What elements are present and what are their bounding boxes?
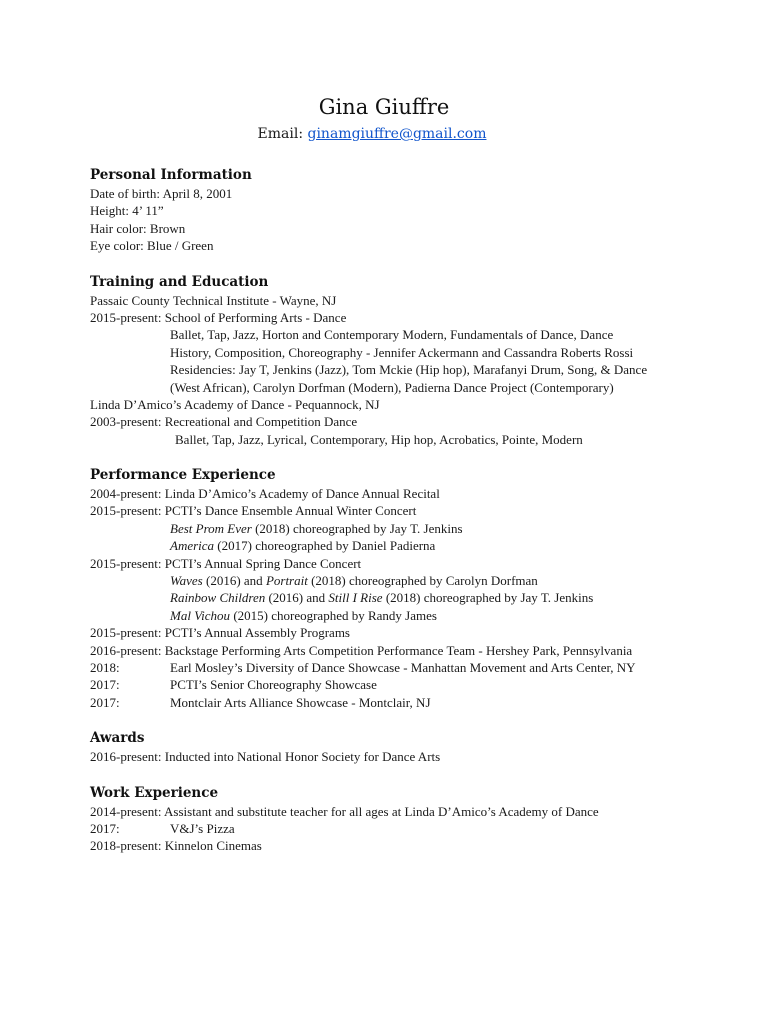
performance-row bbox=[90, 694, 750, 711]
piece-row bbox=[90, 572, 750, 589]
program-name: Recreational and Competition Dance bbox=[164, 414, 358, 430]
performance-text: Earl Mosley’s Diversity of Dance Showcase - Manhattan Movement and Arts Center, NY bbox=[170, 659, 636, 675]
piece-credit: (2018) choreographed by Jay T. Jenkins bbox=[382, 590, 594, 606]
performance-experience-section bbox=[90, 465, 750, 711]
performance-text: PCTI’s Annual Assembly Programs bbox=[164, 625, 350, 641]
piece-connector: (2016) and bbox=[202, 573, 266, 589]
piece-title: Portrait bbox=[265, 573, 308, 589]
performance-text: Montclair Arts Alliance Showcase - Montclair, NJ bbox=[170, 694, 431, 710]
program-name: School of Performing Arts - Dance bbox=[164, 309, 347, 325]
award-date: 2016-present: bbox=[90, 749, 165, 765]
piece-title: Rainbow Children bbox=[170, 590, 266, 606]
piece-row bbox=[90, 520, 750, 537]
resume-body bbox=[90, 165, 750, 872]
piece-credit: (2017) choreographed by Daniel Padierna bbox=[214, 538, 436, 554]
work-text: Assistant and substitute teacher for all ages at Linda D’Amico’s Academy of Dance bbox=[164, 803, 599, 819]
piece-title: Waves bbox=[170, 573, 203, 589]
program-detail: Ballet, Tap, Jazz, Horton and Contemporary Modern, Fundamentals of Dance, Dance bbox=[170, 327, 614, 343]
piece-credit: (2015) choreographed by Randy James bbox=[230, 607, 437, 623]
performance-text: PCTI’s Senior Choreography Showcase bbox=[170, 677, 377, 693]
date-of-birth: Date of birth: April 8, 2001 bbox=[90, 186, 233, 201]
performance-text: Linda D’Amico’s Academy of Dance Annual Recital bbox=[164, 486, 440, 502]
piece-row bbox=[90, 607, 750, 624]
work-date: 2014-present: bbox=[90, 803, 165, 819]
performance-date: 2015-present: bbox=[90, 625, 165, 641]
hair-color: Hair color: Brown bbox=[90, 220, 186, 236]
work-row bbox=[90, 820, 750, 837]
work-row bbox=[90, 837, 750, 854]
program-row bbox=[90, 309, 750, 326]
piece-credit: (2018) choreographed by Jay T. Jenkins bbox=[251, 520, 463, 536]
email-label: Email: bbox=[257, 126, 308, 142]
program-detail: Ballet, Tap, Jazz, Lyrical, Contemporary, Hip hop, Acrobatics, Pointe, Modern bbox=[175, 431, 583, 447]
personal-information-section bbox=[90, 165, 750, 255]
piece-title: Best Prom Ever bbox=[170, 520, 252, 536]
program-detail: Residencies: Jay T, Jenkins (Jazz), Tom Mckie (Hip hop), Marafanyi Drum, Song, & Dance bbox=[170, 362, 648, 378]
performance-date: 2018: bbox=[90, 659, 120, 675]
section-heading: Work Experience bbox=[90, 784, 219, 801]
school-name: Passaic County Technical Institute - Wayne, NJ bbox=[90, 292, 337, 308]
work-date: 2018-present: bbox=[90, 838, 165, 854]
piece-title: America bbox=[170, 538, 215, 554]
performance-text: PCTI’s Dance Ensemble Annual Winter Concert bbox=[164, 503, 417, 519]
performance-date: 2015-present: bbox=[90, 503, 165, 519]
performance-text: Backstage Performing Arts Competition Performance Team - Hershey Park, Pennsylvania bbox=[164, 642, 633, 658]
program-detail: History, Composition, Choreography - Jennifer Ackermann and Cassandra Roberts Rossi bbox=[170, 344, 634, 360]
work-date: 2017: bbox=[90, 820, 120, 836]
email-link[interactable]: ginamgiuffre@gmail.com bbox=[307, 126, 487, 142]
performance-row bbox=[90, 555, 750, 572]
performance-date: 2015-present: bbox=[90, 555, 165, 571]
performance-row bbox=[90, 642, 750, 659]
height: Height: 4’ 11” bbox=[90, 203, 164, 219]
awards-section bbox=[90, 728, 750, 765]
piece-title: Still I Rise bbox=[328, 590, 383, 606]
performance-row bbox=[90, 676, 750, 693]
performance-row bbox=[90, 485, 750, 502]
piece-title: Mal Vichou bbox=[170, 607, 231, 623]
program-date: 2003-present: bbox=[90, 414, 165, 430]
piece-connector: (2016) and bbox=[265, 590, 329, 606]
performance-date: 2016-present: bbox=[90, 642, 165, 658]
program-detail: (West African), Carolyn Dorfman (Modern), Padierna Dance Project (Contemporary) bbox=[170, 379, 614, 395]
work-text: V&J’s Pizza bbox=[170, 820, 235, 836]
email-line bbox=[0, 124, 744, 144]
performance-date: 2004-present: bbox=[90, 486, 165, 502]
award-row bbox=[90, 748, 750, 765]
work-text: Kinnelon Cinemas bbox=[164, 838, 262, 854]
award-text: Inducted into National Honor Society for Dance Arts bbox=[164, 749, 441, 765]
resume-name: Gina Giuffre bbox=[318, 95, 450, 119]
performance-row bbox=[90, 624, 750, 641]
performance-text: PCTI’s Annual Spring Dance Concert bbox=[164, 555, 362, 571]
program-date: 2015-present: bbox=[90, 309, 165, 325]
performance-row bbox=[90, 502, 750, 519]
section-heading: Personal Information bbox=[90, 167, 252, 183]
piece-credit: (2018) choreographed by Carolyn Dorfman bbox=[307, 573, 538, 589]
piece-row bbox=[90, 589, 750, 606]
eye-color: Eye color: Blue / Green bbox=[90, 238, 214, 254]
performance-date: 2017: bbox=[90, 694, 120, 710]
section-heading: Performance Experience bbox=[90, 467, 276, 484]
work-experience-section bbox=[90, 783, 750, 855]
work-row bbox=[90, 803, 750, 820]
piece-row bbox=[90, 537, 750, 554]
performance-date: 2017: bbox=[90, 677, 120, 693]
training-education-section bbox=[90, 272, 750, 449]
performance-row bbox=[90, 659, 750, 676]
section-heading: Training and Education bbox=[90, 273, 269, 290]
section-heading: Awards bbox=[90, 730, 145, 747]
school-name: Linda D’Amico’s Academy of Dance - Pequannock, NJ bbox=[90, 396, 380, 412]
program-row bbox=[90, 413, 750, 430]
